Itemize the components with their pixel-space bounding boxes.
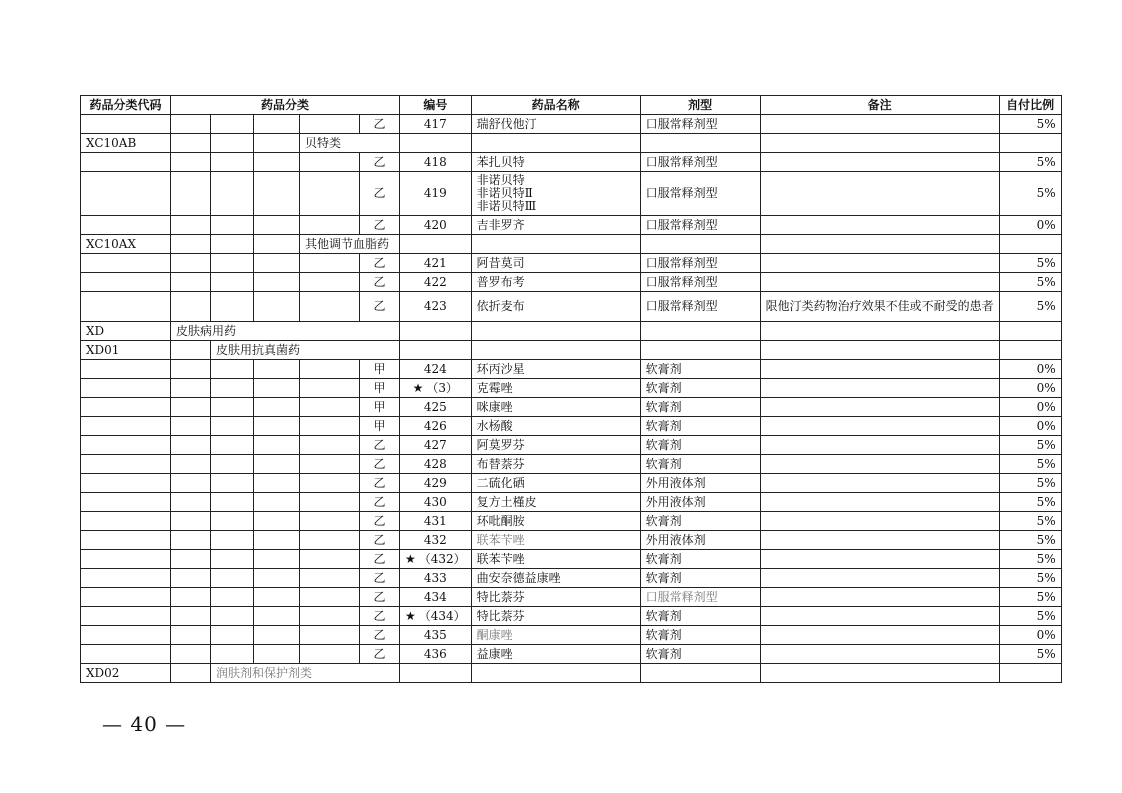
grade-cell: 乙 [360, 531, 400, 550]
header-name: 药品名称 [471, 96, 640, 115]
drug-name-cell: 阿莫罗芬 [471, 436, 640, 455]
dosage-form-cell: 软膏剂 [640, 626, 760, 645]
number-text: （434） [418, 608, 466, 623]
drug-name-cell: 曲安奈德益康唑 [471, 569, 640, 588]
note-cell [760, 550, 999, 569]
drug-name-cell: 环吡酮胺 [471, 512, 640, 531]
number-cell: 427 [400, 436, 472, 455]
category-row [81, 322, 1062, 341]
number-cell: 420 [400, 216, 472, 235]
table-row [81, 550, 1062, 569]
category-code-cell: XD02 [81, 664, 171, 683]
ratio-cell: 5% [999, 531, 1061, 550]
grade-cell: 乙 [360, 292, 400, 322]
number-text: （432） [418, 551, 466, 566]
dosage-form-cell: 口服常释剂型 [640, 292, 760, 322]
header-number: 编号 [400, 96, 472, 115]
table-header-row [81, 96, 1062, 115]
star-icon: ★ [412, 380, 424, 395]
grade-cell: 甲 [360, 379, 400, 398]
number-cell: 429 [400, 474, 472, 493]
table-row [81, 398, 1062, 417]
category-code-cell: XD01 [81, 341, 171, 360]
number-cell: 421 [400, 254, 472, 273]
dosage-form-cell: 口服常释剂型 [640, 172, 760, 216]
dosage-form-cell: 软膏剂 [640, 360, 760, 379]
note-cell [760, 417, 999, 436]
drug-name-line: 非诺贝特 [476, 173, 525, 187]
table-row [81, 607, 1062, 626]
category-code-cell: XD [81, 322, 171, 341]
grade-cell: 乙 [360, 254, 400, 273]
drug-name-cell: 益康唑 [471, 645, 640, 664]
dosage-form-cell: 软膏剂 [640, 455, 760, 474]
note-cell [760, 455, 999, 474]
ratio-cell: 0% [999, 360, 1061, 379]
note-cell [760, 474, 999, 493]
note-cell [760, 436, 999, 455]
number-cell: 425 [400, 398, 472, 417]
drug-name-cell: 复方土槿皮 [471, 493, 640, 512]
category-label-cell: 润肤剂和保护剂类 [211, 664, 400, 683]
dosage-form-cell: 软膏剂 [640, 550, 760, 569]
dosage-form-cell: 软膏剂 [640, 645, 760, 664]
ratio-cell: 0% [999, 216, 1061, 235]
note-cell [760, 153, 999, 172]
note-cell [760, 172, 999, 216]
grade-cell: 乙 [360, 216, 400, 235]
dosage-form-cell: 口服常释剂型 [640, 588, 760, 607]
ratio-cell: 5% [999, 493, 1061, 512]
number-cell: 417 [400, 115, 472, 134]
grade-cell: 乙 [360, 436, 400, 455]
number-cell: 428 [400, 455, 472, 474]
number-cell: 434 [400, 588, 472, 607]
table-row [81, 588, 1062, 607]
grade-cell: 乙 [360, 588, 400, 607]
table-row [81, 360, 1062, 379]
table-row [81, 273, 1062, 292]
star-icon: ★ [405, 608, 416, 623]
header-note: 备注 [760, 96, 999, 115]
grade-cell: 乙 [360, 455, 400, 474]
ratio-cell: 5% [999, 645, 1061, 664]
number-cell: 418 [400, 153, 472, 172]
number-text: （3） [426, 380, 459, 395]
table-row [81, 512, 1062, 531]
category-row [81, 235, 1062, 254]
dosage-form-cell: 口服常释剂型 [640, 273, 760, 292]
dosage-form-cell: 软膏剂 [640, 398, 760, 417]
category-row [81, 134, 1062, 153]
note-cell [760, 254, 999, 273]
table-row [81, 292, 1062, 322]
ratio-cell: 5% [999, 153, 1061, 172]
category-code-cell: XC10AX [81, 235, 171, 254]
dosage-form-cell: 外用液体剂 [640, 531, 760, 550]
drug-name-cell: 特比萘芬 [471, 607, 640, 626]
page-number: — 40 — [102, 712, 187, 736]
grade-cell: 乙 [360, 474, 400, 493]
number-cell: 423 [400, 292, 472, 322]
category-row [81, 341, 1062, 360]
category-row [81, 664, 1062, 683]
table-row [81, 153, 1062, 172]
table-row [81, 645, 1062, 664]
table-row [81, 436, 1062, 455]
ratio-cell: 5% [999, 273, 1061, 292]
note-cell [760, 569, 999, 588]
ratio-cell: 5% [999, 607, 1061, 626]
dosage-form-cell: 软膏剂 [640, 512, 760, 531]
drug-name-line: 非诺贝特Ⅲ [476, 199, 537, 213]
dosage-form-cell: 软膏剂 [640, 379, 760, 398]
number-cell: 432 [400, 531, 472, 550]
star-icon: ★ [405, 551, 416, 566]
grade-cell: 乙 [360, 607, 400, 626]
note-cell [760, 273, 999, 292]
drug-name-cell: 阿昔莫司 [471, 254, 640, 273]
category-label-cell: 贝特类 [300, 134, 400, 153]
number-cell: 436 [400, 645, 472, 664]
note-cell [760, 626, 999, 645]
grade-cell: 甲 [360, 398, 400, 417]
table-row [81, 216, 1062, 235]
drug-name-cell: 咪康唑 [471, 398, 640, 417]
table-row [81, 455, 1062, 474]
dosage-form-cell: 口服常释剂型 [640, 153, 760, 172]
note-cell [760, 645, 999, 664]
note-cell [760, 115, 999, 134]
category-label-cell: 皮肤病用药 [171, 322, 400, 341]
ratio-cell: 5% [999, 474, 1061, 493]
grade-cell: 乙 [360, 512, 400, 531]
ratio-cell: 5% [999, 292, 1061, 322]
ratio-cell: 5% [999, 254, 1061, 273]
note-cell [760, 398, 999, 417]
ratio-cell: 5% [999, 455, 1061, 474]
dosage-form-cell: 软膏剂 [640, 436, 760, 455]
header-form: 剂型 [640, 96, 760, 115]
number-cell: 430 [400, 493, 472, 512]
category-label-cell: 其他调节血脂药 [300, 235, 400, 254]
dosage-form-cell: 口服常释剂型 [640, 216, 760, 235]
table-row [81, 172, 1062, 216]
table-row [81, 417, 1062, 436]
table-row [81, 379, 1062, 398]
drug-name-cell: 水杨酸 [471, 417, 640, 436]
table-row [81, 493, 1062, 512]
dosage-form-cell: 软膏剂 [640, 607, 760, 626]
grade-cell: 乙 [360, 626, 400, 645]
dosage-form-cell: 外用液体剂 [640, 474, 760, 493]
drug-catalog-table [80, 95, 1062, 683]
ratio-cell: 5% [999, 550, 1061, 569]
grade-cell: 乙 [360, 645, 400, 664]
number-cell [400, 379, 472, 398]
grade-cell: 乙 [360, 172, 400, 216]
drug-name-cell: 布替萘芬 [471, 455, 640, 474]
category-label-cell: 皮肤用抗真菌药 [211, 341, 400, 360]
dosage-form-cell: 口服常释剂型 [640, 254, 760, 273]
table-row [81, 626, 1062, 645]
drug-name-line: 非诺贝特Ⅱ [476, 186, 533, 200]
note-cell [760, 493, 999, 512]
table-row [81, 569, 1062, 588]
category-code-cell: XC10AB [81, 134, 171, 153]
drug-name-cell: 联苯苄唑 [471, 550, 640, 569]
note-cell [760, 588, 999, 607]
drug-name-cell: 克霉唑 [471, 379, 640, 398]
drug-name-cell: 普罗布考 [471, 273, 640, 292]
note-cell [760, 379, 999, 398]
grade-cell: 甲 [360, 360, 400, 379]
ratio-cell: 0% [999, 398, 1061, 417]
drug-name-cell: 瑞舒伐他汀 [471, 115, 640, 134]
header-category: 药品分类 [171, 96, 400, 115]
grade-cell: 乙 [360, 569, 400, 588]
ratio-cell: 0% [999, 626, 1061, 645]
number-cell [400, 607, 472, 626]
ratio-cell: 5% [999, 569, 1061, 588]
number-cell [400, 550, 472, 569]
note-cell [760, 512, 999, 531]
grade-cell: 甲 [360, 417, 400, 436]
note-cell [760, 360, 999, 379]
ratio-cell: 5% [999, 436, 1061, 455]
number-cell: 431 [400, 512, 472, 531]
table-row [81, 254, 1062, 273]
drug-name-cell: 二硫化硒 [471, 474, 640, 493]
drug-name-cell: 依折麦布 [471, 292, 640, 322]
grade-cell: 乙 [360, 153, 400, 172]
header-ratio: 自付比例 [999, 96, 1061, 115]
drug-name-cell: 吉非罗齐 [471, 216, 640, 235]
table-row [81, 474, 1062, 493]
drug-name-cell: 联苯苄唑 [471, 531, 640, 550]
note-cell [760, 216, 999, 235]
dosage-form-cell: 软膏剂 [640, 417, 760, 436]
dosage-form-cell: 口服常释剂型 [640, 115, 760, 134]
drug-name-cell [471, 172, 640, 216]
grade-cell: 乙 [360, 115, 400, 134]
number-cell: 426 [400, 417, 472, 436]
note-cell: 限他汀类药物治疗效果不佳或不耐受的患者 [760, 292, 999, 322]
dosage-form-cell: 外用液体剂 [640, 493, 760, 512]
number-cell: 424 [400, 360, 472, 379]
table-row [81, 115, 1062, 134]
number-cell: 435 [400, 626, 472, 645]
ratio-cell: 5% [999, 588, 1061, 607]
note-cell [760, 531, 999, 550]
ratio-cell: 5% [999, 172, 1061, 216]
drug-name-cell: 苯扎贝特 [471, 153, 640, 172]
ratio-cell: 0% [999, 379, 1061, 398]
dosage-form-cell: 软膏剂 [640, 569, 760, 588]
table-row [81, 531, 1062, 550]
ratio-cell: 0% [999, 417, 1061, 436]
note-cell [760, 607, 999, 626]
ratio-cell: 5% [999, 512, 1061, 531]
drug-name-cell: 特比萘芬 [471, 588, 640, 607]
number-cell: 419 [400, 172, 472, 216]
grade-cell: 乙 [360, 273, 400, 292]
drug-name-cell: 酮康唑 [471, 626, 640, 645]
drug-name-cell: 环丙沙星 [471, 360, 640, 379]
grade-cell: 乙 [360, 493, 400, 512]
header-code: 药品分类代码 [81, 96, 171, 115]
ratio-cell: 5% [999, 115, 1061, 134]
number-cell: 422 [400, 273, 472, 292]
number-cell: 433 [400, 569, 472, 588]
grade-cell: 乙 [360, 550, 400, 569]
